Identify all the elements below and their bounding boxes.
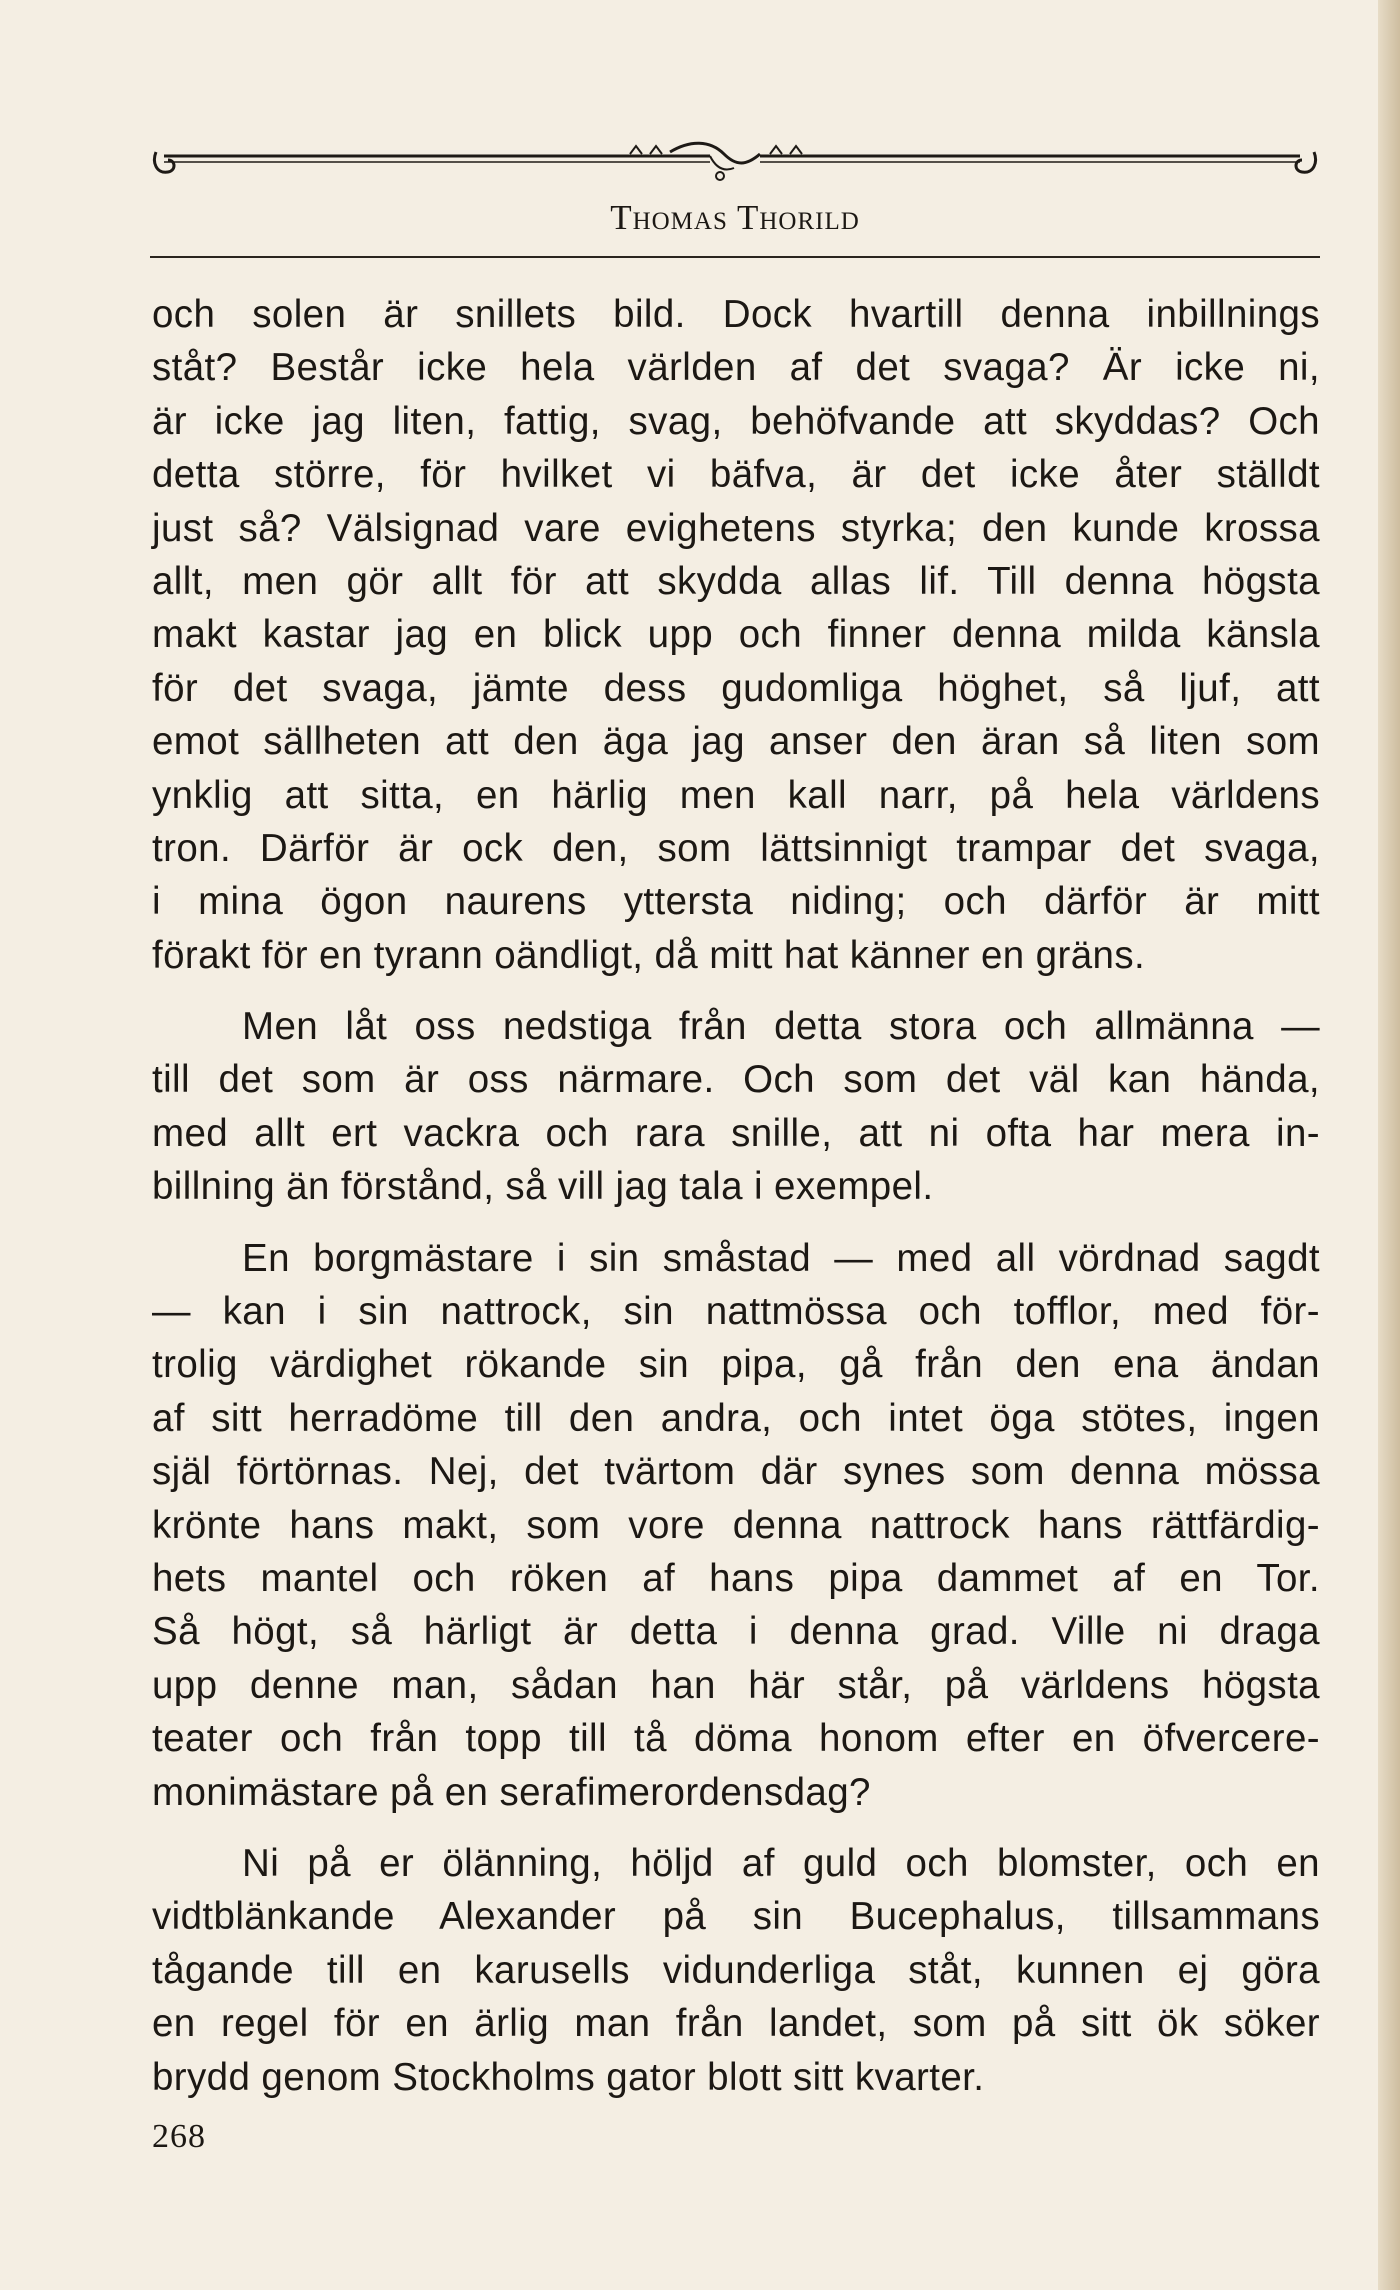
text-line: tron. Därför är ock den, som lättsinnigt trampar det svaga, (152, 826, 1320, 870)
text-line: vidtblänkande Alexander på sin Bucephalus, tillsammans (152, 1895, 1320, 1939)
paragraph (152, 1000, 1320, 1214)
text-line: trolig värdighet rökande sin pipa, gå från den ena ändan (152, 1343, 1320, 1387)
text-line: teater och från topp till tå döma honom efter en öfvercere- (152, 1717, 1320, 1761)
text-line: billning än förstånd, så vill jag tala i exempel. (152, 1165, 934, 1209)
text-line: själ förtörnas. Nej, det tvärtom där synes som denna mössa (152, 1450, 1320, 1494)
text-line: till det som är oss närmare. Och som det väl kan hända, (152, 1058, 1320, 1102)
text-line: brydd genom Stockholms gator blott sitt kvarter. (152, 2055, 985, 2099)
text-line: detta större, för hvilket vi bäfva, är det icke åter ställdt (152, 453, 1320, 497)
text-line: makt kastar jag en blick upp och finner denna milda känsla (152, 613, 1320, 657)
text-line: för det svaga, jämte dess gudomliga höghet, så ljuf, att (152, 666, 1320, 710)
text-line: upp denne man, sådan han här står, på världens högsta (152, 1663, 1320, 1707)
text-line: Så högt, så härligt är detta i denna grad. Ville ni draga (152, 1610, 1320, 1654)
headband-ornament-icon (150, 138, 1320, 188)
text-line: och solen är snillets bild. Dock hvartill denna inbillnings (152, 293, 1320, 336)
running-head: Thomas Thorild (610, 198, 860, 237)
text-line: just så? Välsignad vare evighetens styrka; den kunde krossa (152, 506, 1320, 550)
text-line: förakt för en tyrann oändligt, då mitt hat känner en gräns. (152, 933, 1146, 977)
text-line: i mina ögon naurens yttersta niding; och därför är mitt (152, 880, 1320, 924)
text-line: monimästare på en serafimerordensdag? (152, 1770, 871, 1814)
paragraph (152, 288, 1320, 982)
text-line: allt, men gör allt för att skydda allas lif. Till denna högsta (152, 559, 1320, 603)
text-line: ståt? Består icke hela världen af det svaga? Är icke ni, (152, 346, 1320, 390)
text-line: ynklig att sitta, en härlig men kall narr, på hela världens (152, 773, 1320, 817)
text-line: En borgmästare i sin småstad — med all vördnad sagdt (242, 1236, 1320, 1280)
text-line: krönte hans makt, som vore denna nattrock hans rättfärdig- (152, 1503, 1320, 1547)
text-line: Men låt oss nedstiga från detta stora och allmänna — (242, 1005, 1320, 1049)
text-line: är icke jag liten, fattig, svag, behöfvande att skyddas? Och (152, 399, 1320, 443)
text-line: tågande till en karusells vidunderliga ståt, kunnen ej göra (152, 1948, 1320, 1992)
text-line: emot sällheten att den äga jag anser den äran så liten som (152, 720, 1320, 764)
page-edge (1378, 0, 1400, 2290)
header-rule (150, 256, 1320, 258)
text-line: en regel för en ärlig man från landet, som på sitt ök söker (152, 2002, 1320, 2046)
page-number: 268 (152, 2118, 206, 2155)
text-line: af sitt herradöme till den andra, och intet öga stötes, ingen (152, 1396, 1320, 1440)
paragraph (152, 1232, 1320, 1819)
text-line: — kan i sin nattrock, sin nattmössa och tofflor, med för- (152, 1290, 1320, 1334)
paragraph (152, 1837, 1320, 2104)
text-line: Ni på er ölänning, höljd af guld och blomster, och en (242, 1841, 1320, 1885)
body-text (152, 288, 1320, 2104)
text-line: med allt ert vackra och rara snille, att ni ofta har mera in- (152, 1111, 1320, 1155)
text-line: hets mantel och röken af hans pipa dammet af en Tor. (152, 1556, 1320, 1600)
